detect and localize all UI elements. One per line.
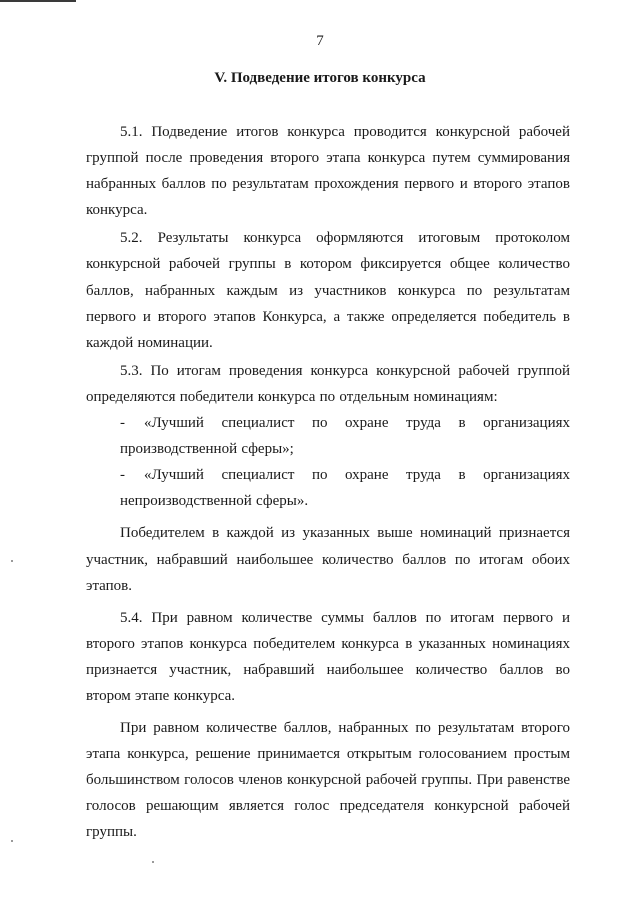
nomination-title-continuation: непроизводственной сферы». [120,493,309,510]
bullet-dash: - [120,415,125,432]
scan-artifact-dot [11,840,13,842]
section-title: V. Подведение итогов конкурса [214,70,426,86]
paragraph-5-3: 5.3. По итогам проведения конкурса конкурсной рабочей группой определяются победители конкурса по отдельным номинациям: [86,362,570,405]
document-body [86,119,570,846]
nomination-title: «Лучший специалист по охране труда в организациях [144,415,570,432]
nomination-list-item [86,462,570,514]
scan-artifact-line [0,0,76,2]
paragraph-5-4: 5.4. При равном количестве суммы баллов по итогам первого и второго этапов конкурса победителем конкурса в указанных номинациях признается участник, набравший наибольшее количество баллов во втором этапе конкурса. [86,609,570,704]
bullet-dash: - [120,467,125,484]
nomination-list-item [86,410,570,462]
nomination-title: «Лучший специалист по охране труда в организациях [144,467,570,484]
scan-artifact-dot [11,560,13,562]
paragraph-winner-rule: Победителем в каждой из указанных выше номинаций признается участник, набравший наибольшее количество баллов по итогам обоих этапов. [86,525,570,594]
scan-artifact-dot [152,861,154,863]
nomination-title-continuation: производственной сферы»; [120,441,294,458]
paragraph-5-2: 5.2. Результаты конкурса оформляются итоговым протоколом конкурсной рабочей группы в котором фиксируется общее количество баллов, набранных каждым из участников конкурса по результатам первого и второго этапов Конкурса, а также определяется победитель в каждой номинации. [86,230,570,351]
page-number: 7 [316,33,324,49]
paragraph-5-1: 5.1. Подведение итогов конкурса проводится конкурсной рабочей группой после проведения второго этапа конкурса путем суммирования набранных баллов по результатам прохождения первого и второго этапов конкурса. [86,124,570,219]
paragraph-tie-rule: При равном количестве баллов, набранных по результатам второго этапа конкурса, решение принимается открытым голосованием простым большинством голосов членов конкурсной рабочей группы. При равенстве голосов решающим является голос председателя конкурсной рабочей группы. [86,720,570,841]
